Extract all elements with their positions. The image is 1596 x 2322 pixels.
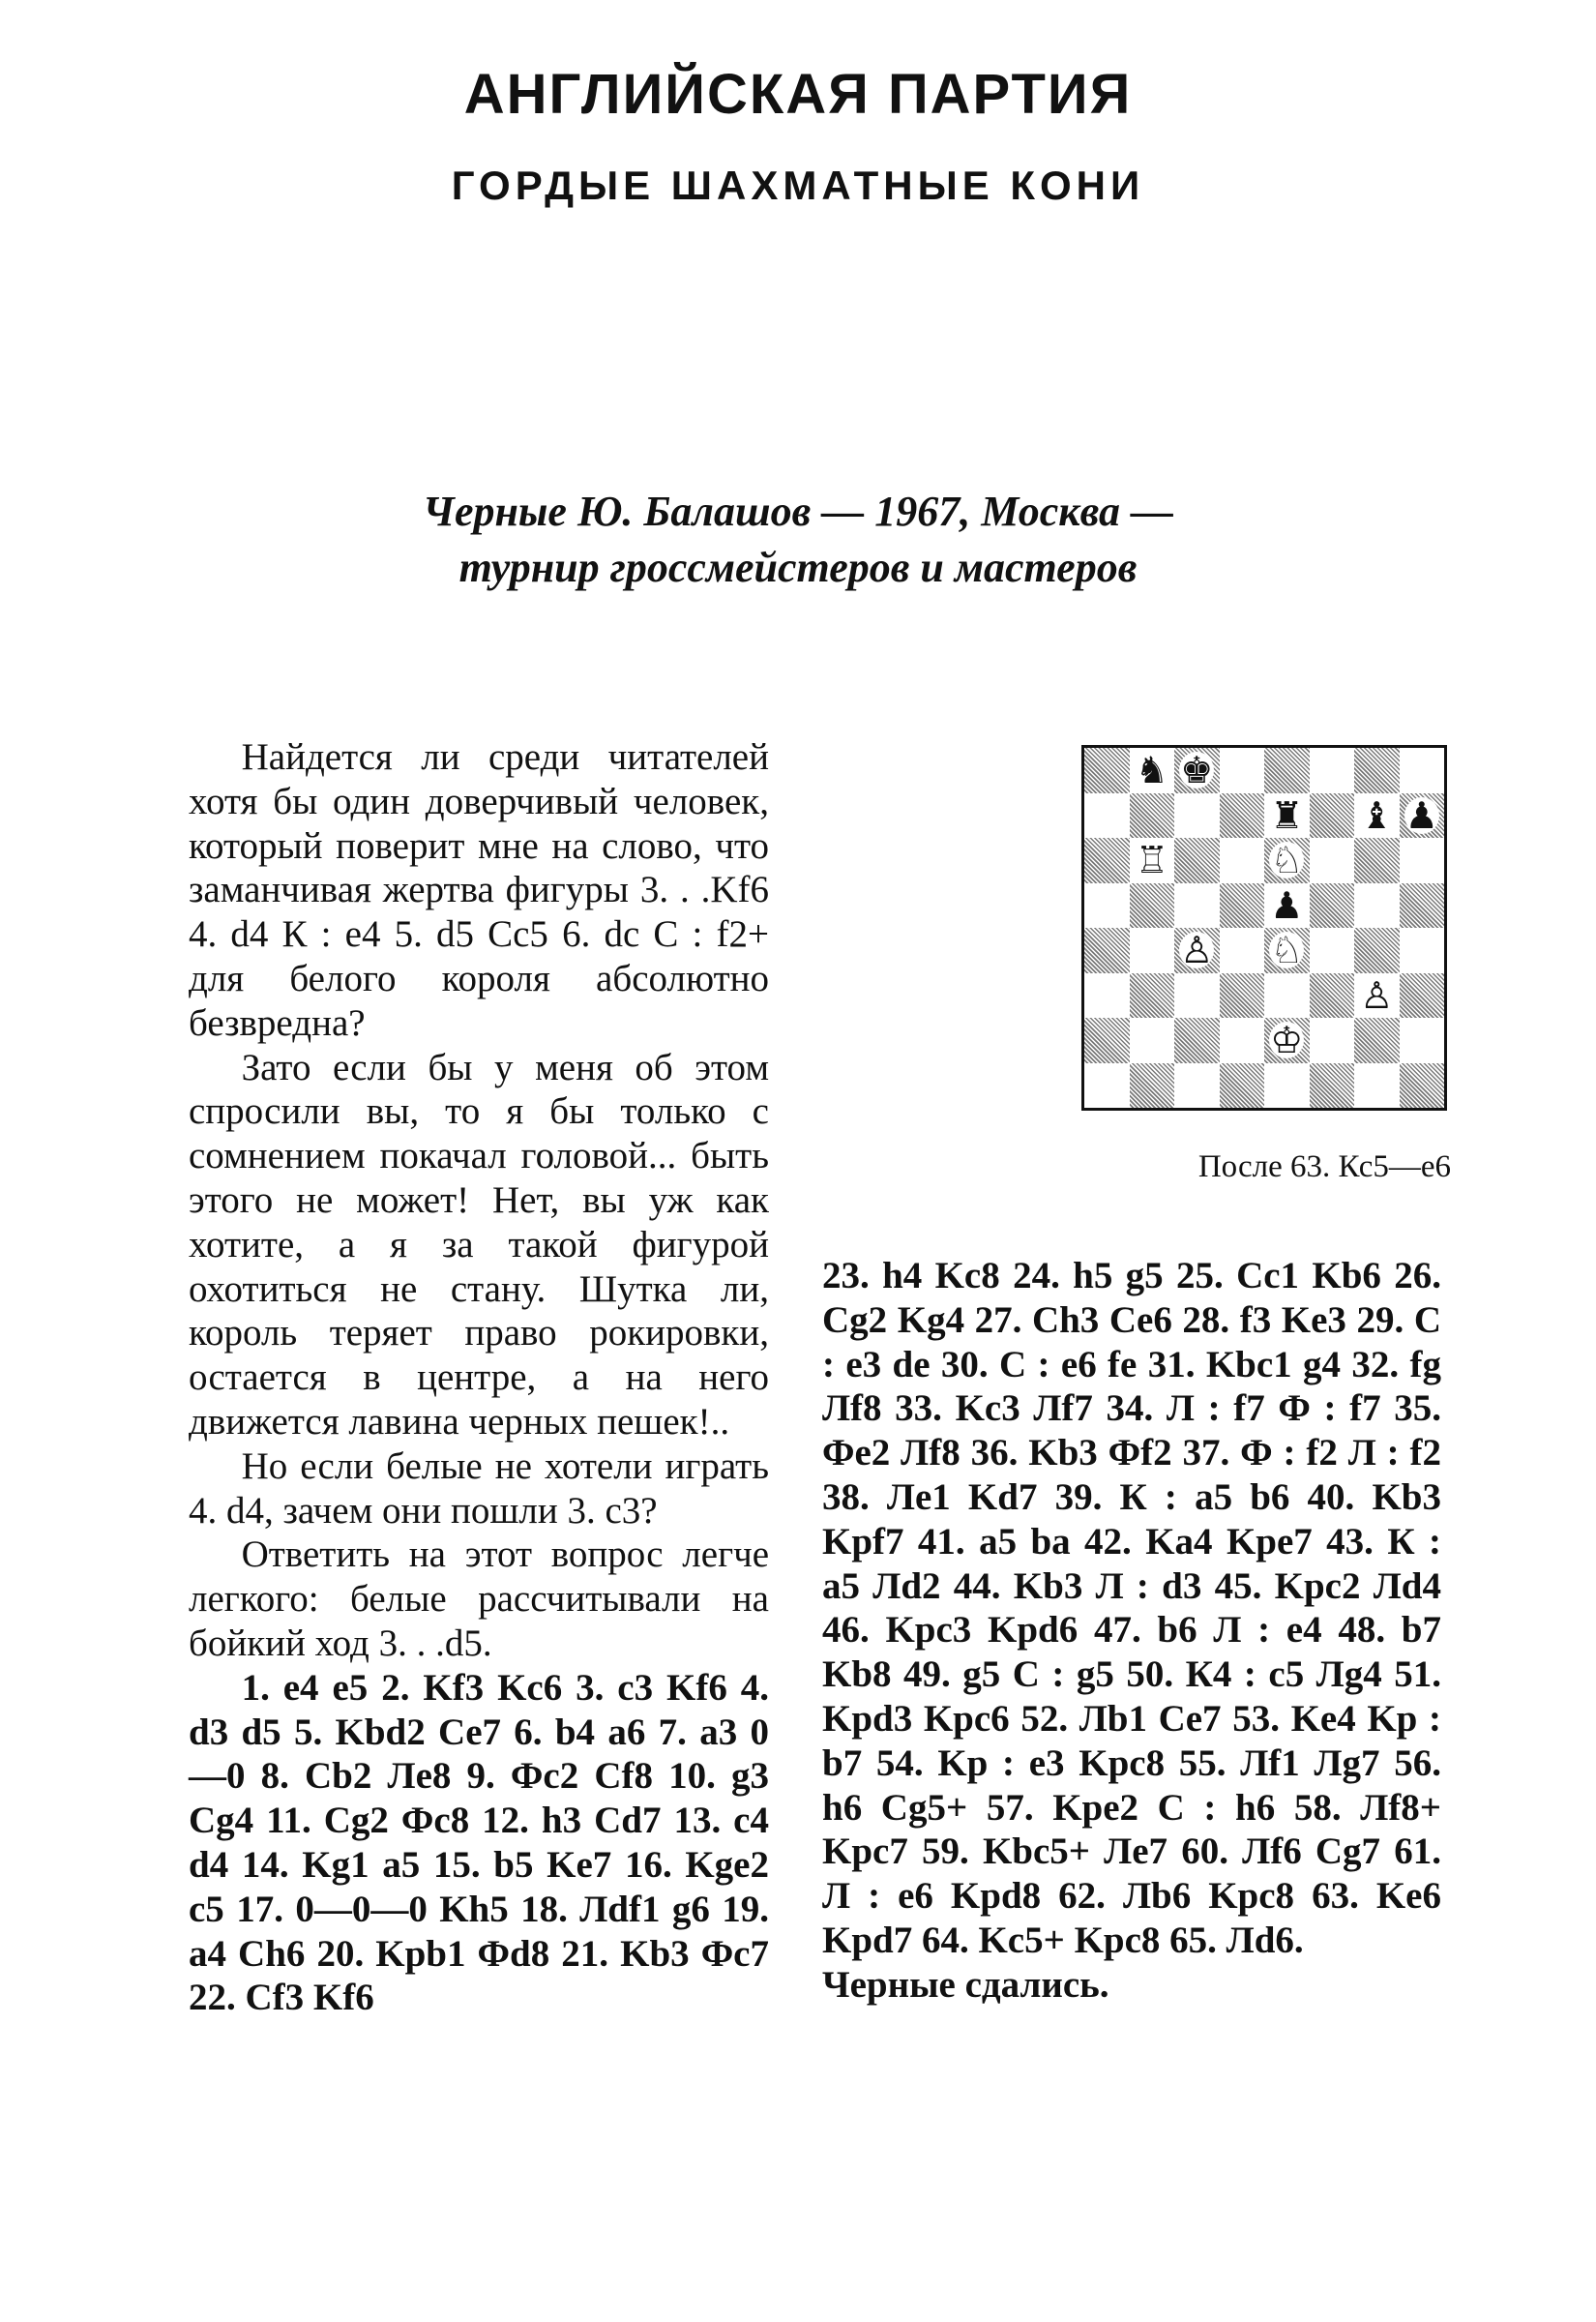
square-e3	[1264, 973, 1310, 1019]
page-subtitle: ГОРДЫЕ ШАХМАТНЫЕ КОНИ	[451, 163, 1145, 208]
square-d4	[1220, 928, 1265, 973]
square-e1	[1264, 1063, 1310, 1109]
square-g3	[1354, 973, 1400, 1019]
square-a7	[1084, 793, 1130, 839]
square-a3	[1084, 973, 1130, 1019]
square-c4	[1174, 928, 1220, 973]
square-c5	[1174, 883, 1220, 929]
square-f4	[1310, 928, 1355, 973]
square-d2	[1220, 1018, 1265, 1063]
white-pawn-piece: ♙	[1180, 929, 1214, 972]
square-f6	[1310, 838, 1355, 883]
square-h5	[1400, 883, 1445, 929]
square-c1	[1174, 1063, 1220, 1109]
moves-part-1: 1. e4 e5 2. Kf3 Kc6 3. c3 Kf6 4. d3 d5 5. Kbd2 Ce7 6. b4 a6 7. a3 0—0 8. Cb2 Лe8 9. Фc2 Cf8 10. g3 Cg4 11. Cg2 Фc8 12. h3 Cd7 13. c4 d4 14. Kg1 a5 15. b5 Ke7 16. Kge2 c5 17. 0—0—0 Kh5 18. Лdf1 g6 19. a4 Ch6 20. Kpb1 Фd8 21. Kb3 Фc7 22. Cf3 Kf6	[189, 1666, 769, 2019]
square-b3	[1130, 973, 1175, 1019]
square-b8	[1130, 748, 1175, 793]
white-rook-piece: ♖	[1135, 839, 1168, 882]
square-f8	[1310, 748, 1355, 793]
paragraph-answer: Ответить на этот вопрос легче легкого: белые рассчитывали на бойкий ход 3. . .d5.	[189, 1533, 769, 1664]
game-result: Черные сдались.	[822, 1963, 1109, 2006]
square-e8	[1264, 748, 1310, 793]
square-b4	[1130, 928, 1175, 973]
square-e5	[1264, 883, 1310, 929]
square-c2	[1174, 1018, 1220, 1063]
paragraph-doubt: Зато если бы у меня об этом спросили вы, то я бы только с сомнением покачал головой... быть этого не может! Нет, вы уж как хотите, а я за такой фигурой охотиться не стану. Шутка ли, король теряет право рокировки, остается в центре, а на него движется лавина черных пешек!..	[189, 1046, 769, 1443]
black-king-piece: ♚	[1180, 749, 1214, 792]
square-c6	[1174, 838, 1220, 883]
square-h8	[1400, 748, 1445, 793]
square-d3	[1220, 973, 1265, 1019]
game-header-line-2: турнир гроссмейстеров и мастеров	[458, 544, 1138, 591]
black-rook-piece: ♜	[1270, 793, 1304, 837]
square-g8	[1354, 748, 1400, 793]
square-h2	[1400, 1018, 1445, 1063]
paragraph-intro: Найдется ли среди читателей хотя бы один доверчивый человек, который поверит мне на слово, что заманчивая жертва фигуры 3. . .Kf6 4. d4 К : e4 5. d5 Cc5 6. dc С : f2+ для белого короля абсолютно безвредна?	[189, 736, 769, 1044]
square-a8	[1084, 748, 1130, 793]
white-knight-piece: ♘	[1270, 839, 1304, 882]
square-d5	[1220, 883, 1265, 929]
square-g2	[1354, 1018, 1400, 1063]
square-g6	[1354, 838, 1400, 883]
square-d6	[1220, 838, 1265, 883]
paragraph-question: Но если белые не хотели играть 4. d4, зачем они пошли 3. c3?	[189, 1444, 769, 1532]
square-c7	[1174, 793, 1220, 839]
square-b2	[1130, 1018, 1175, 1063]
square-e4	[1264, 928, 1310, 973]
square-a2	[1084, 1018, 1130, 1063]
square-h4	[1400, 928, 1445, 973]
square-h1	[1400, 1063, 1445, 1109]
square-b7	[1130, 793, 1175, 839]
black-pawn-piece: ♟	[1270, 883, 1304, 927]
square-h7	[1400, 793, 1445, 839]
square-g7	[1354, 793, 1400, 839]
page-title: АНГЛИЙСКАЯ ПАРТИЯ	[463, 63, 1133, 126]
square-g1	[1354, 1063, 1400, 1109]
square-e6	[1264, 838, 1310, 883]
square-b6	[1130, 838, 1175, 883]
black-pawn-piece: ♟	[1404, 793, 1438, 837]
white-pawn-piece: ♙	[1360, 973, 1394, 1017]
square-f2	[1310, 1018, 1355, 1063]
game-header-line-1: Черные Ю. Балашов — 1967, Москва —	[423, 488, 1173, 535]
square-d1	[1220, 1063, 1265, 1109]
square-h6	[1400, 838, 1445, 883]
square-e2	[1264, 1018, 1310, 1063]
square-c3	[1174, 973, 1220, 1019]
square-e7	[1264, 793, 1310, 839]
white-king-piece: ♔	[1270, 1019, 1304, 1062]
square-a5	[1084, 883, 1130, 929]
square-a1	[1084, 1063, 1130, 1109]
square-f1	[1310, 1063, 1355, 1109]
game-header	[0, 484, 1596, 596]
square-d8	[1220, 748, 1265, 793]
square-b1	[1130, 1063, 1175, 1109]
square-a6	[1084, 838, 1130, 883]
square-h3	[1400, 973, 1445, 1019]
square-f3	[1310, 973, 1355, 1019]
square-c8	[1174, 748, 1220, 793]
white-knight-piece: ♘	[1270, 929, 1304, 972]
diagram-caption: После 63. Кс5—е6	[1197, 1149, 1451, 1184]
square-g4	[1354, 928, 1400, 973]
moves-part-2: 23. h4 Kc8 24. h5 g5 25. Cc1 Kb6 26. Cg2 Kg4 27. Ch3 Ce6 28. f3 Ke3 29. С : e3 de 30. С : e6 fe 31. Kbc1 g4 32. fg Лf8 33. Kc3 Лf7 34. Л : f7 Ф : f7 35. Фe2 Лf8 36. Kb3 Фf2 37. Ф : f2 Л : f2 38. Лe1 Kd7 39. К : a5 b6 40. Kb3 Kpf7 41. a5 ba 42. Ka4 Kpe7 43. К : a5 Лd2 44. Kb3 Л : d3 45. Kpc2 Лd4 46. Kpc3 Kpd6 47. b6 Л : e4 48. b7 Kb8 49. g5 С : g5 50. К4 : c5 Лg4 51. Kpd3 Kpc6 52. Лb1 Ce7 53. Ke4 Kp : b7 54. Kp : e3 Kpc8 55. Лf1 Лg7 56. h6 Cg5+ 57. Kpe2 С : h6 58. Лf8+ Kpc7 59. Kbc5+ Лe7 60. Лf6 Cg7 61. Л : e6 Kpd8 62. Лb6 Kpc8 63. Ke6 Kpd7 64. Kc5+ Kpc8 65. Лd6.	[822, 1255, 1441, 1961]
square-a4	[1084, 928, 1130, 973]
square-f7	[1310, 793, 1355, 839]
square-g5	[1354, 883, 1400, 929]
black-knight-piece: ♞	[1135, 749, 1168, 792]
black-bishop-piece: ♝	[1360, 793, 1394, 837]
square-d7	[1220, 793, 1265, 839]
left-column	[189, 735, 769, 2020]
chess-diagram	[1081, 745, 1447, 1111]
right-column	[822, 1254, 1441, 2008]
square-f5	[1310, 883, 1355, 929]
square-b5	[1130, 883, 1175, 929]
